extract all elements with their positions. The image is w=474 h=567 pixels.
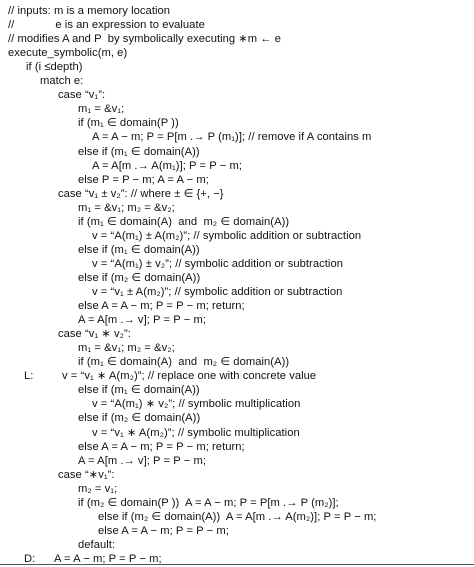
code-line: else A = A − m; P = P − m; return; [78,440,245,453]
code-line: else if (m₁ ∈ domain(A)) [78,145,200,158]
code-line: A = A − m; P = P − m; [54,552,162,565]
code-line: v = “v₁ ± A(m₂)”; // symbolic addition or subtraction [92,286,343,298]
code-line: if (m₁ ∈ domain(A) and m₂ ∈ domain(A)) [78,215,290,228]
code-line: else A = A − m; P = P − m; [98,524,229,537]
code-line: case “v₁ ∗ v₂”: [58,328,131,341]
code-line: v = “A(m₁) ∗ v₂”; // symbolic multiplication [92,398,301,411]
code-line: // e is an expression to evaluate [8,19,205,32]
code-line: m₁ = &v₁; [78,103,125,116]
code-line: if (m₁ ∈ domain(P )) [78,117,179,130]
code-line: else if (m₁ ∈ domain(A)) [78,384,200,397]
code-line: if (m₂ ∈ domain(P )) A = A − m; P = P[m .→ P (m₂)]; [78,496,339,509]
code-line: else if (m₁ ∈ domain(A)) [78,243,200,256]
code-line: case “v₁”: [58,89,106,102]
code-line: m₂ = v₁; [78,482,118,495]
code-line: A = A − m; P = P[m .→ P (m₁)]; // remove if A contains m [92,131,372,144]
code-line: v = “A(m₁) ± v₂”; // symbolic addition or subtraction [92,257,343,270]
code-line: v = “v₁ ∗ A(m₂)”; // symbolic multiplication [92,426,300,439]
code-line: v = “v₁ ∗ A(m₂)”; // replace one with concrete value [62,370,317,383]
code-line: match e: [40,75,84,88]
code-line: m₁ = &v₁; m₂ = &v₂; [78,342,175,355]
code-line: else P = P − m; A = A − m; [78,173,209,186]
code-line: case “v₁ ± v₂”: // where ± ∈ {+, −} [58,187,224,200]
code-line: if (i ≤depth) [26,61,83,74]
code-line: else A = A − m; P = P − m; return; [78,300,245,313]
margin-label-L: L: [24,370,34,383]
code-line: if (m₁ ∈ domain(A) and m₂ ∈ domain(A)) [78,356,290,369]
code-line: default: [78,538,116,551]
code-line: m₁ = &v₁; m₂ = &v₂; [78,201,175,214]
code-line: // modifies A and P by symbolically executing ∗m ← e [8,33,281,46]
code-line: else if (m₂ ∈ domain(A)) [78,271,201,284]
code-line: execute_symbolic(m, e) [8,47,128,60]
code-line: else if (m₂ ∈ domain(A)) [78,412,201,425]
code-line: else if (m₂ ∈ domain(A)) A = A[m .→ A(m₂)]; P = P − m; [98,510,377,523]
code-line: A = A[m .→ A(m₁)]; P = P − m; [92,159,242,172]
code-line: A = A[m .→ v]; P = P − m; [78,314,206,327]
code-line: // inputs: m is a memory location [8,5,171,17]
code-line: v = “A(m₁) ± A(m₂)”; // symbolic addition or subtraction [92,229,362,242]
margin-label-D: D: [24,552,36,565]
code-line: case “∗v₁”: [58,468,115,481]
code-line: A = A[m .→ v]; P = P − m; [78,454,206,467]
